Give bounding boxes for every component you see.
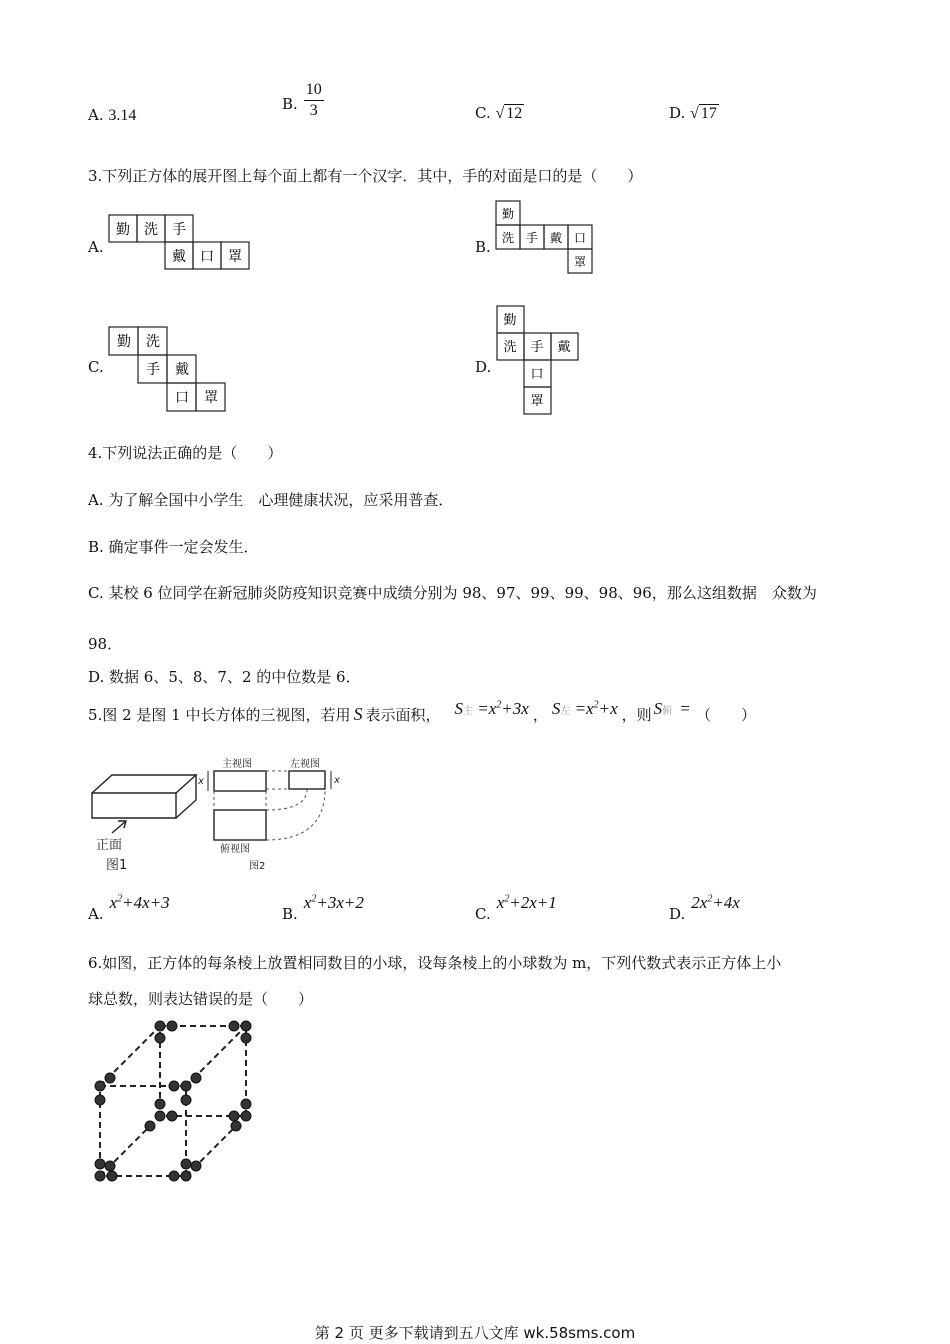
q5-figure: [84, 755, 354, 875]
net-d-char-6: 罩: [530, 394, 544, 409]
net-a-char-6: 罩: [228, 249, 242, 265]
sqrt-radicand: 17: [700, 105, 717, 122]
net-b-char-3: 手: [525, 231, 539, 245]
q5-stem: [88, 699, 757, 725]
expr-post: +3x: [501, 699, 529, 718]
net-c-char-5: 口: [175, 390, 189, 406]
exponent: 2: [496, 699, 502, 711]
q5-option-c: [475, 893, 557, 923]
ball-marker: [181, 1159, 191, 1169]
q5-option-b: [282, 893, 364, 923]
subscript-main: 主: [463, 706, 473, 717]
expr-pre: x: [109, 893, 118, 912]
q5-s-symbol: S: [353, 704, 363, 724]
s-symbol: S: [551, 699, 561, 718]
q4-option-c-line1: C. 某校 6 位同学在新冠肺炎防疫知识竞赛中成绩分别为 98、97、99、99、98、96，那么这组数据 众数为: [88, 584, 817, 602]
exponent: 2: [117, 893, 123, 905]
exponent: 2: [311, 893, 317, 905]
expr-pre: 2x: [691, 893, 708, 912]
q3-stem: 3.下列正方体的展开图上每个面上都有一个汉字．其中，手的对面是口的是（ ）: [88, 167, 643, 185]
net-a-char-1: 勤: [116, 222, 130, 238]
label-left-view: 左视图: [290, 759, 320, 770]
q5-paren: （ ）: [696, 706, 757, 724]
q5-s-main: [455, 699, 529, 719]
q5-sep2: ，则: [621, 706, 652, 724]
subscript-top: 俯: [662, 706, 673, 717]
ball-marker: [169, 1171, 179, 1181]
q5-option-a: [88, 893, 170, 923]
q5-option-b-expr: [304, 893, 364, 913]
q3-net-c: [108, 326, 230, 414]
expr-post: +4x+3: [122, 893, 170, 912]
ball-marker: [105, 1161, 115, 1171]
q6-cube-figure: [90, 1018, 260, 1184]
label-top-view: 俯视图: [220, 844, 250, 855]
ball-marker: [155, 1099, 165, 1109]
q5-option-a-label: A.: [88, 905, 104, 923]
net-a-char-4: 戴: [172, 249, 186, 265]
ball-marker: [169, 1081, 179, 1091]
expr-pre: x: [496, 893, 505, 912]
q3-option-c-label: C.: [88, 358, 104, 376]
ball-marker: [155, 1033, 165, 1043]
ball-marker: [167, 1111, 177, 1121]
exponent: 2: [593, 699, 599, 711]
q2-option-a: [88, 106, 136, 125]
q3-net-b: [495, 200, 597, 274]
expr-post: +2x+1: [509, 893, 557, 912]
ball-marker: [107, 1171, 117, 1181]
q2-option-b-label: B.: [282, 95, 298, 113]
net-d-char-3: 手: [530, 340, 544, 355]
expr-post: +3x+2: [316, 893, 364, 912]
q2-option-d: [669, 104, 719, 123]
q5-s-top: [654, 699, 690, 719]
subscript-left: 左: [560, 706, 571, 717]
net-d-char-5: 口: [530, 367, 544, 382]
q5-option-c-expr: [497, 893, 557, 913]
q2-option-d-label: D.: [669, 104, 686, 122]
net-d-char-2: 洗: [503, 340, 517, 355]
net-c-char-6: 罩: [204, 390, 218, 406]
q3-net-d: [496, 305, 580, 415]
q4-option-d: D. 数据 6、5、8、7、2 的中位数是 6．: [88, 668, 361, 686]
ball-marker: [105, 1073, 115, 1083]
exponent: 2: [504, 893, 510, 905]
sqrt-radicand: 12: [506, 105, 523, 122]
q5-option-a-expr: [110, 893, 170, 913]
net-c-char-3: 手: [146, 362, 160, 378]
q2-option-b: [282, 80, 324, 121]
exponent: 2: [707, 893, 713, 905]
q3-option-d-label: D.: [475, 358, 492, 376]
net-b-char-2: 洗: [501, 231, 515, 245]
q2-option-a-label: A.: [88, 106, 104, 124]
net-a-char-2: 洗: [144, 222, 158, 238]
net-c-char-1: 勤: [117, 334, 131, 350]
q5-option-c-label: C.: [475, 905, 491, 923]
net-c-char-2: 洗: [146, 334, 160, 350]
expr-pre: =x: [477, 699, 497, 718]
q2-option-c-label: C.: [475, 104, 491, 122]
q2-option-c: [475, 104, 524, 123]
label-x-left: x: [334, 775, 340, 786]
expr-post: +x: [598, 699, 618, 718]
q5-option-b-label: B.: [282, 905, 298, 923]
net-a-char-5: 口: [200, 249, 214, 265]
q4-stem: 4.下列说法正确的是（ ）: [88, 444, 283, 462]
label-front: 正面: [96, 838, 123, 853]
fraction-numerator: 10: [304, 80, 324, 101]
label-main-view: 主视图: [222, 759, 252, 770]
label-fig2: 图2: [249, 861, 266, 872]
ball-marker: [241, 1021, 251, 1031]
q2-option-b-fraction: [304, 80, 324, 121]
q5-s-left: [552, 699, 618, 719]
expr-pre: =x: [574, 699, 594, 718]
q6-stem-line2: 球总数，则表达错误的是（ ）: [88, 990, 314, 1008]
net-a-char-3: 手: [172, 222, 186, 238]
ball-marker: [241, 1033, 251, 1043]
ball-marker: [191, 1073, 201, 1083]
ball-group: [95, 1021, 251, 1181]
q4-option-b: B. 确定事件一定会发生．: [88, 538, 259, 556]
expr-pre: x: [303, 893, 312, 912]
ball-marker: [95, 1095, 105, 1105]
ball-marker: [241, 1111, 251, 1121]
q3-option-a-label: A.: [88, 238, 104, 256]
ball-marker: [191, 1161, 201, 1171]
q4-option-a: A. 为了解全国中小学生 心理健康状况，应采用普查．: [88, 491, 454, 509]
ball-marker: [167, 1021, 177, 1031]
q5-stem-pre: 5.图 2 是图 1 中长方体的三视图，若用: [88, 706, 351, 724]
ball-marker: [231, 1121, 241, 1131]
ball-marker: [95, 1159, 105, 1169]
q5-stem-mid: 表示面积，: [365, 706, 441, 724]
q2-option-a-value: 3.14: [108, 107, 137, 124]
label-x-main: x: [198, 776, 204, 787]
ball-marker: [95, 1081, 105, 1091]
ball-marker: [95, 1171, 105, 1181]
q6-stem-line1: 6.如图，正方体的每条棱上放置相同数目的小球，设每条棱上的小球数为 m，下列代数式表示正方体上小: [88, 954, 782, 972]
q5-option-d: [669, 893, 740, 923]
ball-marker: [145, 1121, 155, 1131]
net-d-char-1: 勤: [503, 313, 517, 328]
s-symbol: S: [653, 699, 663, 718]
net-b-char-6: 罩: [573, 255, 587, 269]
ball-marker: [155, 1021, 165, 1031]
net-b-char-4: 戴: [549, 231, 563, 245]
ball-marker: [181, 1081, 191, 1091]
q2-option-d-sqrt: √ 17: [690, 105, 717, 122]
ball-marker: [181, 1095, 191, 1105]
net-d-char-4: 戴: [557, 340, 571, 355]
equals-sign: =: [680, 699, 690, 718]
q5-option-d-label: D.: [669, 905, 686, 923]
ball-marker: [229, 1021, 239, 1031]
ball-marker: [155, 1111, 165, 1121]
net-b-char-5: 口: [573, 231, 587, 245]
q4-option-c-line2: 98．: [88, 635, 123, 653]
q5-option-d-expr: [691, 893, 740, 913]
expr-post: +4x: [712, 893, 740, 912]
q3-net-a: [108, 214, 253, 272]
s-symbol: S: [454, 699, 463, 718]
fraction-denominator: 3: [309, 102, 318, 119]
ball-marker: [241, 1099, 251, 1109]
page-footer: 第 2 页 更多下载请到五八文库 wk.58sms.com: [314, 1324, 636, 1342]
q2-option-c-sqrt: √ 12: [495, 105, 523, 122]
net-c-char-4: 戴: [175, 362, 189, 378]
q5-sep1: ，: [532, 706, 548, 724]
ball-marker: [229, 1111, 239, 1121]
q3-option-b-label: B.: [475, 238, 491, 256]
net-b-char-1: 勤: [501, 207, 515, 221]
ball-marker: [181, 1171, 191, 1181]
label-fig1: 图1: [106, 858, 128, 873]
